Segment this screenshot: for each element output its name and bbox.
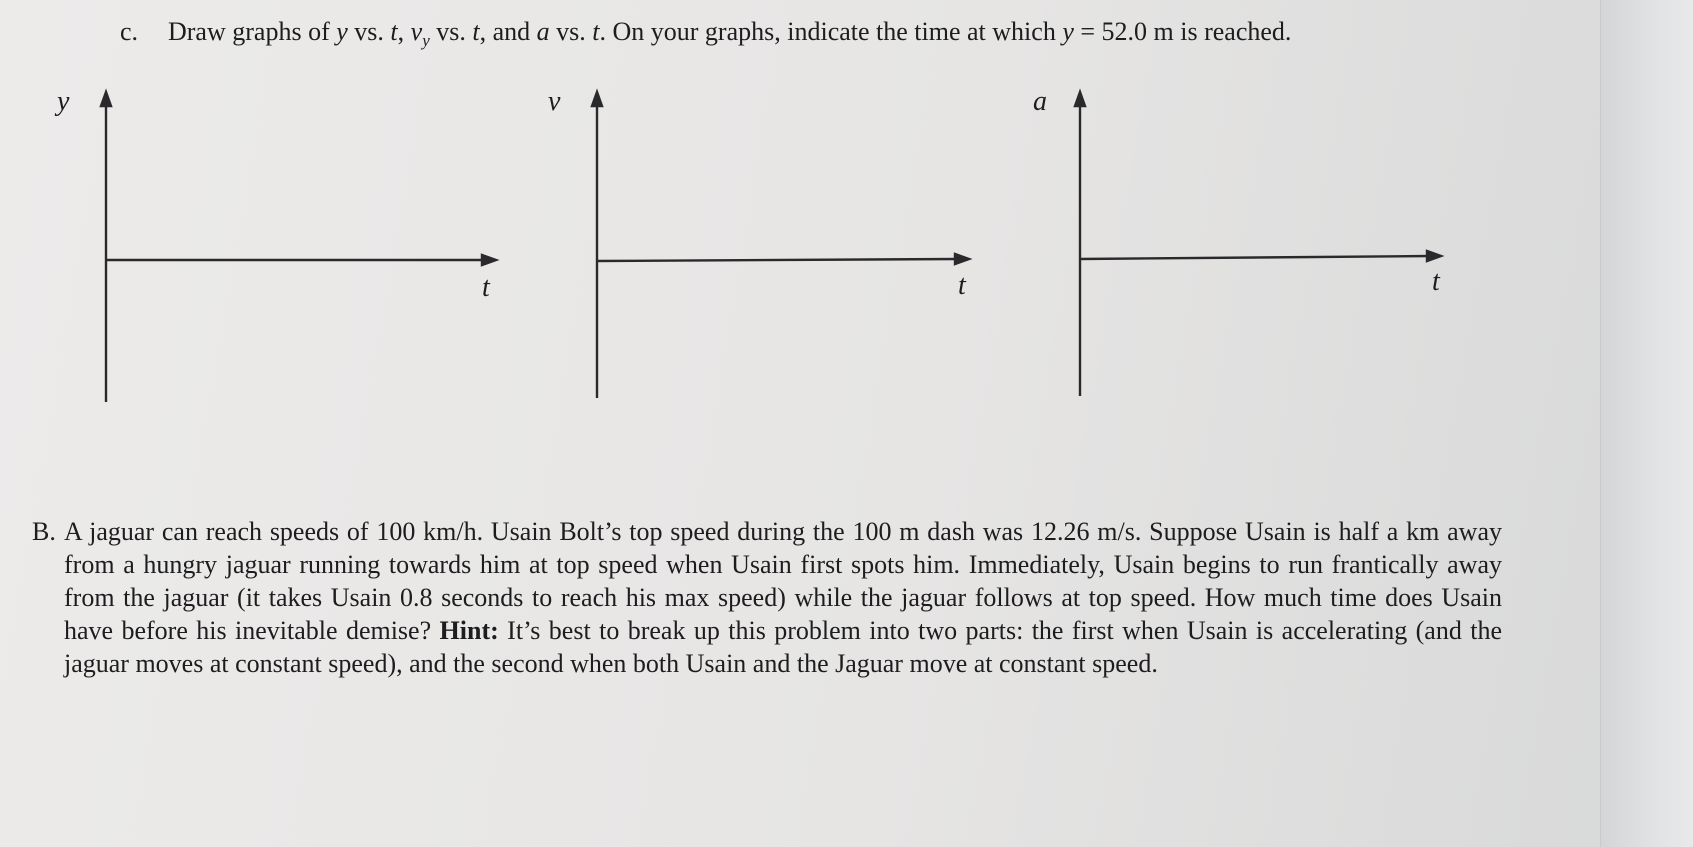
- problem-b-marker: B.: [32, 517, 56, 546]
- graph-v-y-axis-label: v: [548, 86, 561, 117]
- part-c-text: Draw graphs of: [168, 17, 337, 46]
- var-a: a: [536, 17, 550, 46]
- var-v-subscript: y: [422, 31, 430, 51]
- hint-label: Hint:: [439, 616, 499, 645]
- var-t: t: [472, 17, 480, 46]
- graph-y-horizontal-arrow: [482, 255, 496, 265]
- graph-a-x-axis-label: t: [1432, 266, 1440, 297]
- hint-text: It’s best to break up this problem into two parts: the first when Usain is accelerating (and the jaguar moves at constant speed), and the second when both Usain and the Jaguar move at constant speed.: [64, 616, 1503, 678]
- var-y: y: [1062, 17, 1074, 46]
- graph-v-vertical-arrow: [592, 92, 602, 106]
- graph-y-x-axis-label: t: [482, 272, 490, 303]
- part-c-marker: c.: [120, 17, 139, 46]
- graph-v-x-axis-label: t: [958, 270, 966, 301]
- text-comma: ,: [397, 17, 411, 46]
- graph-y-vertical-arrow: [101, 92, 111, 106]
- graph-a-horizontal-axis: [1080, 256, 1430, 259]
- problem-b: [32, 515, 1502, 680]
- graph-v-horizontal-arrow: [955, 254, 969, 264]
- text-vs: vs.: [347, 17, 391, 46]
- graph-a-vertical-arrow: [1075, 92, 1085, 106]
- part-c-text: . On your graphs, indicate the time at which: [599, 17, 1063, 46]
- text-vs: vs.: [549, 17, 593, 46]
- text-and: , and: [479, 17, 537, 46]
- var-t: t: [592, 17, 600, 46]
- problem-b-text: A jaguar can reach speeds of 100 km/h. Usain Bolt’s top speed during the 100 m dash was 12.26 m/s. Suppose Usain is half a km away from a hungry jaguar running towards him at top speed when Usain first spots him. Immediately, Usain begins to run frantically away from the jaguar (it takes Usain 0.8 seconds to reach his max speed) while the jaguar follows at top speed. How much time does Usain have before his inevitable demise?: [64, 517, 1502, 645]
- part-c-text: = 52.0 m is reached.: [1073, 17, 1292, 46]
- text-vs: vs.: [429, 17, 473, 46]
- var-t: t: [390, 17, 398, 46]
- var-y: y: [336, 17, 348, 46]
- graph-a-horizontal-arrow: [1427, 251, 1441, 261]
- graph-y-axis-label: y: [57, 86, 70, 117]
- var-v: v: [410, 17, 423, 46]
- problem-b-body: [64, 515, 1502, 680]
- graph-v-horizontal-axis: [597, 259, 958, 261]
- graph-a-y-axis-label: a: [1033, 86, 1047, 117]
